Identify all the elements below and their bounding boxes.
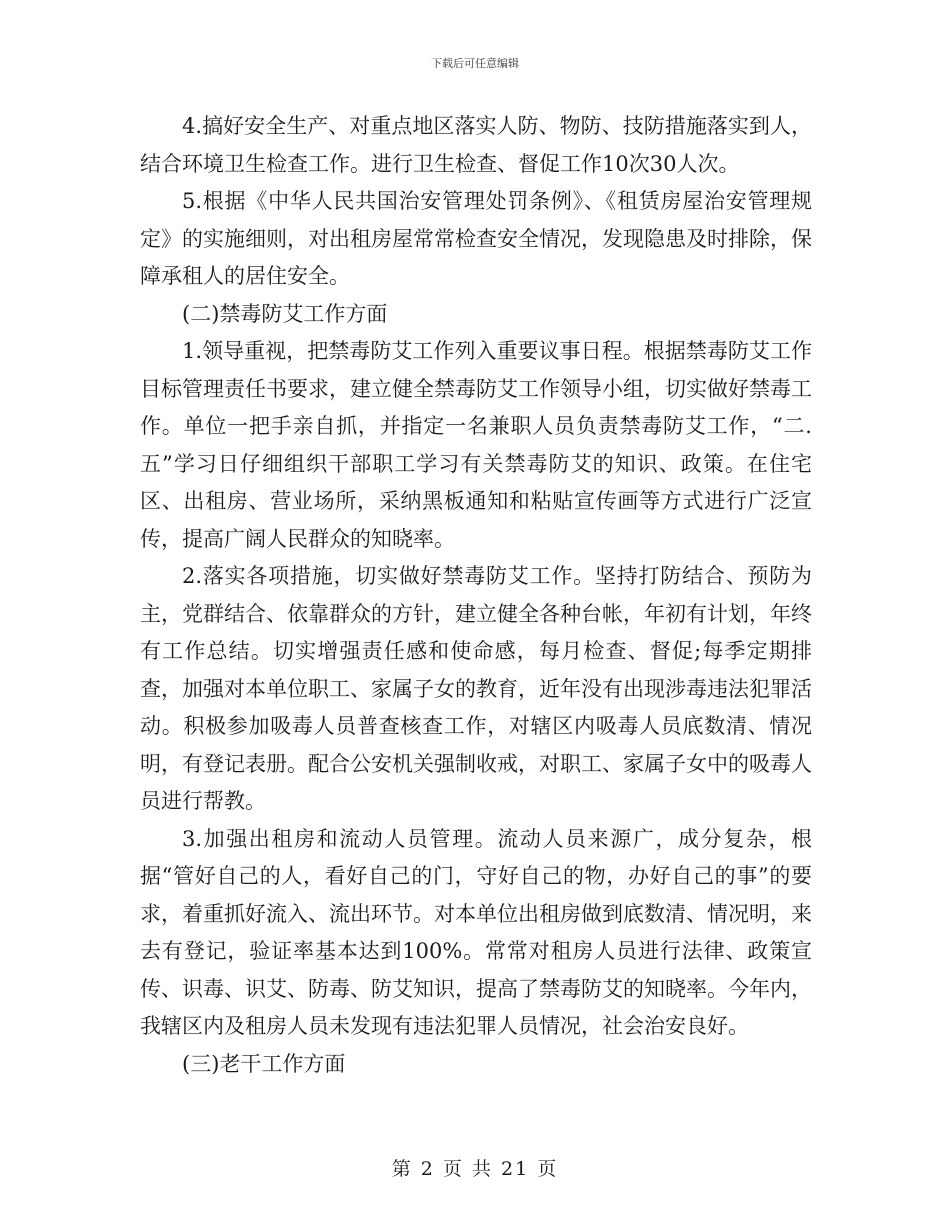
section-heading-drug-aids: (二)禁毒防艾工作方面 — [182, 301, 388, 326]
document-body — [140, 108, 812, 1083]
page-number: 第 2 页 共 21 页 — [391, 1158, 559, 1180]
paragraph-item-4: 4.搞好安全生产、对重点地区落实人防、物防、技防措施落实到人，结合环境卫生检查工作。进行卫生检查、督促工作10次30人次。 — [140, 114, 812, 176]
paragraph-leadership: 1.领导重视，把禁毒防艾工作列入重要议事日程。根据禁毒防艾工作目标管理责任书要求，建立健全禁毒防艾工作领导小组，切实做好禁毒工作。单位一把手亲自抓，并指定一名兼职人员负责禁毒防艾工作，“二.五”学习日仔细组织干部职工学习有关禁毒防艾的知识、政策。在住宅区、出租房、营业场所，采纳黑板通知和粘贴宣传画等方式进行广泛宣传，提高广阔人民群众的知晓率。 — [140, 339, 812, 551]
page-header-note: 下载后可任意编辑 — [431, 57, 519, 70]
paragraph-measures: 2.落实各项措施，切实做好禁毒防艾工作。坚持打防结合、预防为主，党群结合、依靠群众的方针，建立健全各种台帐，年初有计划，年终有工作总结。切实增强责任感和使命感，每月检查、督促;每季定期排查，加强对本单位职工、家属子女的教育，近年没有出现涉毒违法犯罪活动。积极参加吸毒人员普查核查工作，对辖区内吸毒人员底数清、情况明，有登记表册。配合公安机关强制收戒，对职工、家属子女中的吸毒人员进行帮教。 — [140, 564, 812, 813]
section-heading-retired-cadres: (三)老干工作方面 — [182, 1051, 346, 1076]
paragraph-rental-management: 3.加强出租房和流动人员管理。流动人员来源广，成分复杂，根据“管好自己的人，看好自己的门，守好自己的物，办好自己的事”的要求，着重抓好流入、流出环节。对本单位出租房做到底数清、情况明，来去有登记，验证率基本达到100%。常常对租房人员进行法律、政策宣传、识毒、识艾、防毒、防艾知识，提高了禁毒防艾的知晓率。今年内，我辖区内及租房人员未发现有违法犯罪人员情况，社会治安良好。 — [140, 826, 812, 1038]
paragraph-item-5: 5.根据《中华人民共国治安管理处罚条例》、《租赁房屋治安管理规定》的实施细则，对出租房屋常常检查安全情况，发现隐患及时排除，保障承租人的居住安全。 — [140, 189, 812, 288]
